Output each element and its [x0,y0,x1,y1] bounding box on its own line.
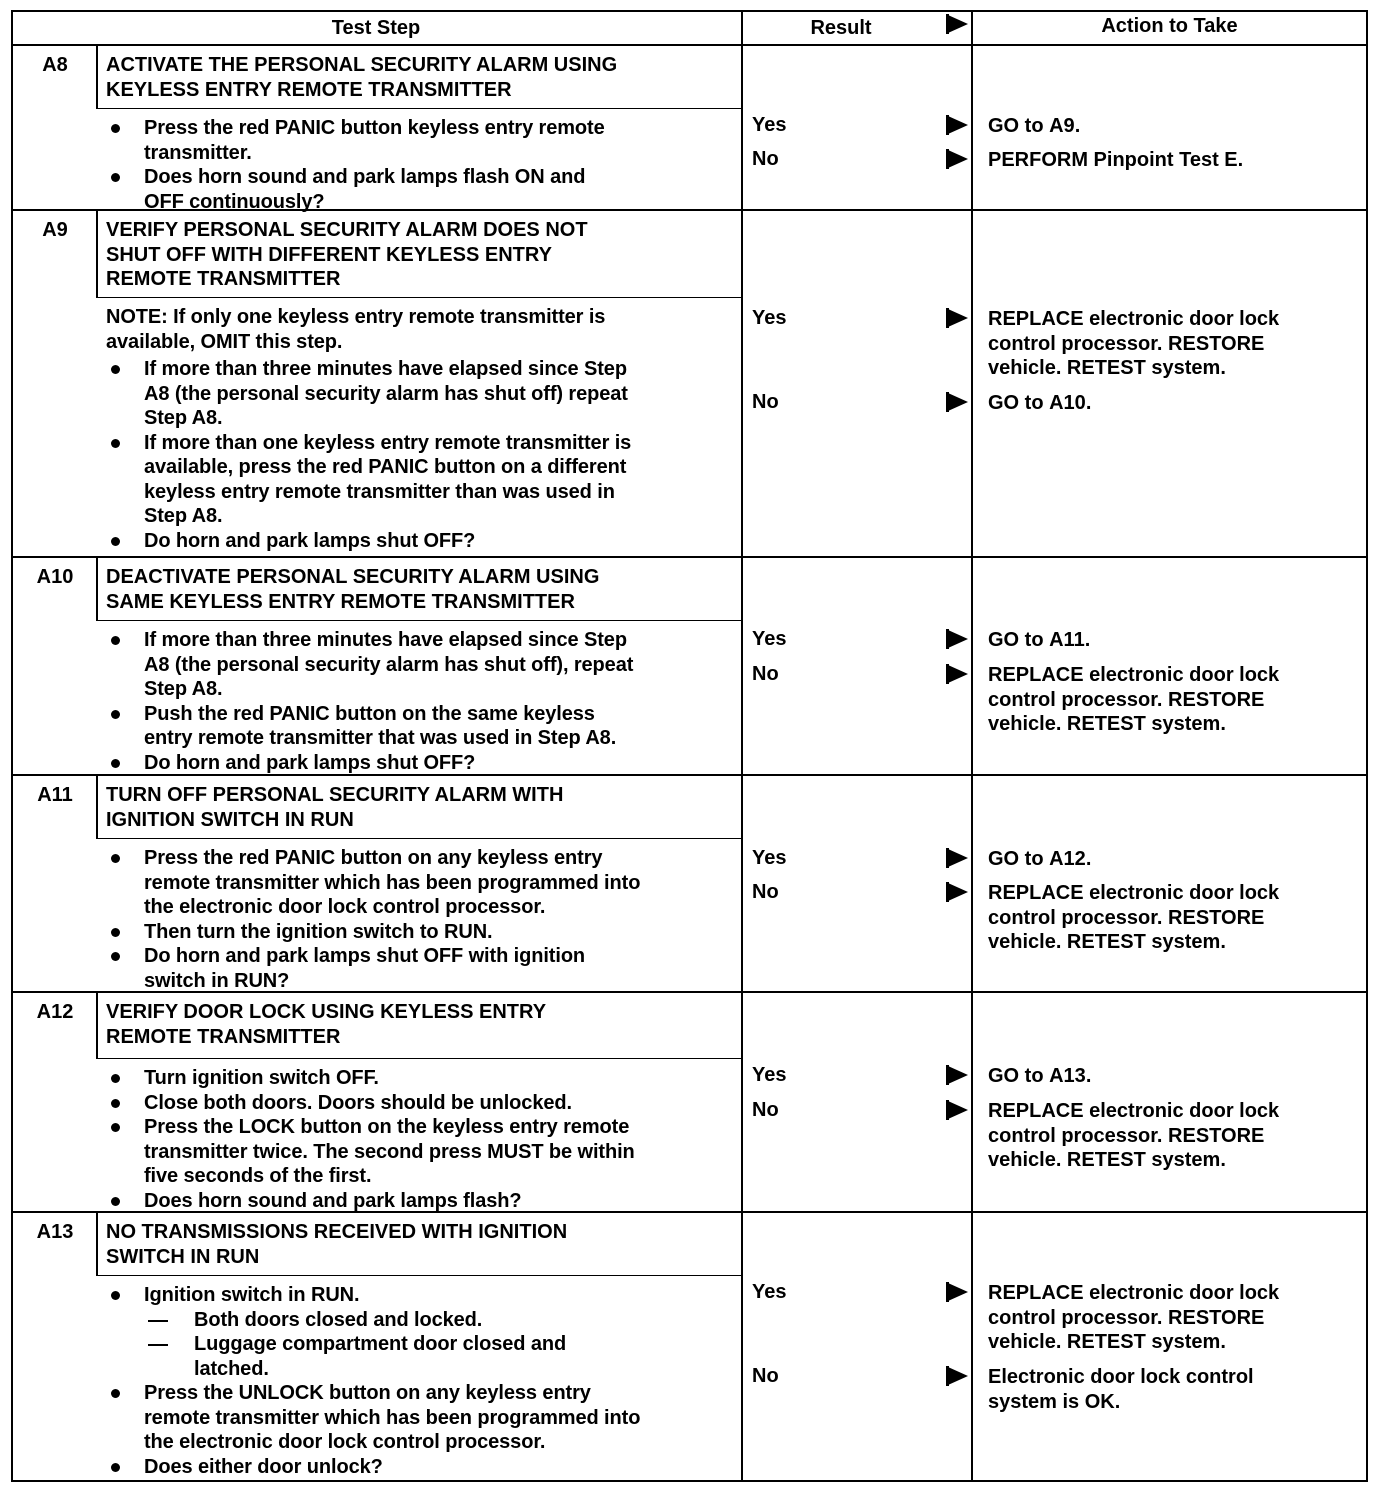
action-goto-suffix: . [1085,1065,1092,1087]
bullet-icon [111,636,120,645]
row-bottom-border [11,1211,1368,1213]
step-title-underline [96,108,741,109]
header-action: Action to Take [1101,15,1238,37]
result-yes: Yes [752,1064,787,1086]
result-yes: Yes [752,307,787,329]
action-goto-prefix: GO to [988,1065,1050,1087]
result-arrow-icon [948,1367,968,1385]
bullet-icon [111,439,120,448]
step-title-line: SWITCH IN RUN [106,1245,260,1268]
action-line: vehicle. RETEST system. [988,713,1226,735]
result-arrow-icon [948,665,968,683]
action-line: Electronic door lock control [988,1366,1254,1388]
result-arrow-icon [948,630,968,648]
result-no: No [752,391,779,413]
step-body-line: five seconds of the first. [144,1165,372,1187]
row-bottom-border [11,209,1368,211]
bullet-icon [111,173,120,182]
result-arrow-icon [948,393,968,411]
action-goto [988,1064,1091,1089]
bullet-icon [111,1197,120,1206]
bullet-icon [111,710,120,719]
action-line: control processor. RESTORE [988,688,1265,711]
step-body-line: the electronic door lock control processor. [144,1431,546,1453]
result-arrow-icon [948,883,968,901]
step-number: A8 [42,54,68,76]
action-goto-step-link[interactable]: A12 [1049,848,1086,870]
step-body-line: If more than one keyless entry remote transmitter is [144,431,632,454]
step-number: A11 [37,784,73,806]
step-body-line: Close both doors. Doors should be unlocked. [144,1091,572,1114]
action-goto [988,628,1090,653]
action-line: control processor. RESTORE [988,1306,1265,1329]
action-line: vehicle. RETEST system. [988,1331,1226,1353]
header-test-step: Test Step [331,17,421,39]
bullet-icon [111,854,120,863]
action-goto-suffix: . [1085,848,1092,870]
step-title-line: NO TRANSMISSIONS RECEIVED WITH IGNITION [106,1221,568,1243]
dash-icon [148,1320,168,1322]
step-body-line: Press the red PANIC button keyless entry remote [144,117,605,139]
row-bottom-border [11,774,1368,776]
step-title-line: SHUT OFF WITH DIFFERENT KEYLESS ENTRY [106,243,552,266]
action-goto [988,391,1091,416]
step-body-line: Press the UNLOCK button on any keyless entry [144,1382,591,1404]
result-no: No [752,1365,779,1387]
result-arrow-icon [948,116,968,134]
bullet-icon [111,952,120,961]
step-body-line: Do horn and park lamps shut OFF with ignition [144,945,586,967]
step-title-line: DEACTIVATE PERSONAL SECURITY ALARM USING [106,566,600,588]
step-body-line: If more than three minutes have elapsed since Step [144,358,627,380]
step-body-line: Do horn and park lamps shut OFF? [144,751,476,774]
result-yes: Yes [752,114,787,136]
diagnostic-table [11,10,1368,1483]
bullet-icon [111,537,120,546]
step-number-divider [96,774,98,838]
step-body-line: remote transmitter which has been programmed into [144,871,641,894]
step-body-line: Then turn the ignition switch to RUN. [144,920,493,943]
result-no: No [752,1099,779,1121]
row-bottom-border [11,1480,1368,1482]
step-body-line: Turn ignition switch OFF. [144,1067,379,1089]
step-body-line: Do horn and park lamps shut OFF? [144,529,476,552]
step-body-line: Does horn sound and park lamps flash? [144,1189,522,1212]
bullet-icon [111,1074,120,1083]
step-body-line: latched. [194,1357,269,1380]
result-no: No [752,663,779,685]
header-result: Result [810,17,872,39]
step-title-line: TURN OFF PERSONAL SECURITY ALARM WITH [106,784,564,806]
step-number-divider [96,209,98,297]
bullet-icon [111,1389,120,1398]
step-body-line: Step A8. [144,678,223,700]
step-body-line: transmitter. [144,141,252,164]
step-title-line: SAME KEYLESS ENTRY REMOTE TRANSMITTER [106,590,575,613]
result-no: No [752,881,779,903]
action-line: control processor. RESTORE [988,332,1265,355]
step-body-line: switch in RUN? [144,969,290,992]
step-body-line: keyless entry remote transmitter than was used in [144,480,615,503]
action-line: system is OK. [988,1390,1121,1413]
action-goto-step-link[interactable]: A13 [1049,1065,1086,1087]
action-goto-step-link[interactable]: A11 [1049,629,1085,651]
bullet-icon [111,124,120,133]
bullet-icon [111,1123,120,1132]
action-goto-step-link[interactable]: A10 [1049,392,1086,414]
step-body-line: Step A8. [144,505,223,527]
result-arrow-icon [948,1283,968,1301]
step-body-line: Does either door unlock? [144,1455,383,1478]
step-body-line: Press the red PANIC button on any keyless entry [144,847,603,869]
step-body-line: remote transmitter which has been programmed into [144,1406,641,1429]
action-goto [988,114,1080,139]
step-title-line: REMOTE TRANSMITTER [106,1025,341,1048]
step-body-line: A8 (the personal security alarm has shut off), repeat [144,653,634,676]
header-bottom-border [11,44,1368,46]
table-right-border [1366,10,1368,1482]
step-title-line: IGNITION SWITCH IN RUN [106,808,354,831]
step-body-line: A8 (the personal security alarm has shut off) repeat [144,382,628,405]
step-body-line: If more than three minutes have elapsed since Step [144,629,627,651]
note-text: available, OMIT this step. [106,330,343,353]
result-arrow-icon [948,1066,968,1084]
step-title-line: REMOTE TRANSMITTER [106,268,341,290]
step-body-line: entry remote transmitter that was used in Step A8. [144,727,617,749]
step-body-line: Does horn sound and park lamps flash ON and [144,166,586,188]
action-goto-suffix: . [1085,392,1092,414]
action-line: vehicle. RETEST system. [988,931,1226,953]
table-top-border [11,10,1368,12]
table-left-border [11,10,13,1482]
step-title-underline [96,620,741,621]
bullet-icon [111,759,120,768]
step-body-line: transmitter twice. The second press MUST be within [144,1140,635,1163]
step-body-line: the electronic door lock control processor. [144,896,546,918]
action-line: REPLACE electronic door lock [988,1100,1280,1122]
step-title-line: KEYLESS ENTRY REMOTE TRANSMITTER [106,78,512,101]
step-title-line: ACTIVATE THE PERSONAL SECURITY ALARM USING [106,54,618,76]
step-title-underline [96,1275,741,1276]
step-body-line: Ignition switch in RUN. [144,1284,360,1306]
step-title-underline [96,297,741,298]
step-body-line: OFF continuously? [144,190,325,213]
step-title-underline [96,838,741,839]
step-number-divider [96,44,98,108]
row-bottom-border [11,556,1368,558]
result-arrow-icon [948,849,968,867]
step-body-line: Both doors closed and locked. [194,1308,483,1331]
action-line: vehicle. RETEST system. [988,357,1226,379]
note-text: NOTE: If only one keyless entry remote transmitter is [106,306,606,328]
step-body-line: Step A8. [144,407,223,429]
action-line: vehicle. RETEST system. [988,1149,1226,1171]
action-column-border [971,10,973,1482]
action-goto-prefix: GO to [988,392,1050,414]
action-line: control processor. RESTORE [988,906,1265,929]
action-line: REPLACE electronic door lock [988,1282,1280,1304]
result-arrow-icon [948,1101,968,1119]
action-line: REPLACE electronic door lock [988,664,1280,686]
step-number: A13 [36,1221,74,1243]
result-yes: Yes [752,847,787,869]
action-goto-suffix: . [1084,629,1091,651]
dash-icon [148,1344,168,1346]
bullet-icon [111,1099,120,1108]
result-column-border [741,10,743,1482]
step-body-line: Luggage compartment door closed and [194,1333,567,1355]
step-number: A12 [36,1001,74,1023]
action-goto-prefix: GO to [988,848,1050,870]
action-goto-suffix: . [1074,115,1081,137]
result-no: No [752,148,779,170]
action-line: control processor. RESTORE [988,1124,1265,1147]
action-line: REPLACE electronic door lock [988,308,1280,330]
step-number: A9 [42,219,68,241]
action-line: REPLACE electronic door lock [988,882,1280,904]
action-line: PERFORM Pinpoint Test E. [988,149,1244,171]
step-title-line: VERIFY DOOR LOCK USING KEYLESS ENTRY [106,1001,547,1023]
bullet-icon [111,365,120,374]
action-goto-prefix: GO to [988,115,1050,137]
result-yes: Yes [752,628,787,650]
step-number-divider [96,991,98,1058]
action-goto [988,847,1091,872]
result-arrow-icon [948,309,968,327]
step-title-underline [96,1058,741,1059]
action-goto-prefix: GO to [988,629,1050,651]
step-number: A10 [36,566,74,588]
action-goto-step-link[interactable]: A9 [1049,115,1075,137]
row-bottom-border [11,991,1368,993]
step-body-line: available, press the red PANIC button on a different [144,456,627,478]
header-arrow-icon [948,15,968,33]
result-yes: Yes [752,1281,787,1303]
step-body-line: Push the red PANIC button on the same keyless [144,702,595,725]
step-number-divider [96,556,98,620]
bullet-icon [111,928,120,937]
result-arrow-icon [948,150,968,168]
step-body-line: Press the LOCK button on the keyless entry remote [144,1116,630,1138]
step-number-divider [96,1211,98,1275]
bullet-icon [111,1291,120,1300]
bullet-icon [111,1463,120,1472]
step-title-line: VERIFY PERSONAL SECURITY ALARM DOES NOT [106,219,588,241]
